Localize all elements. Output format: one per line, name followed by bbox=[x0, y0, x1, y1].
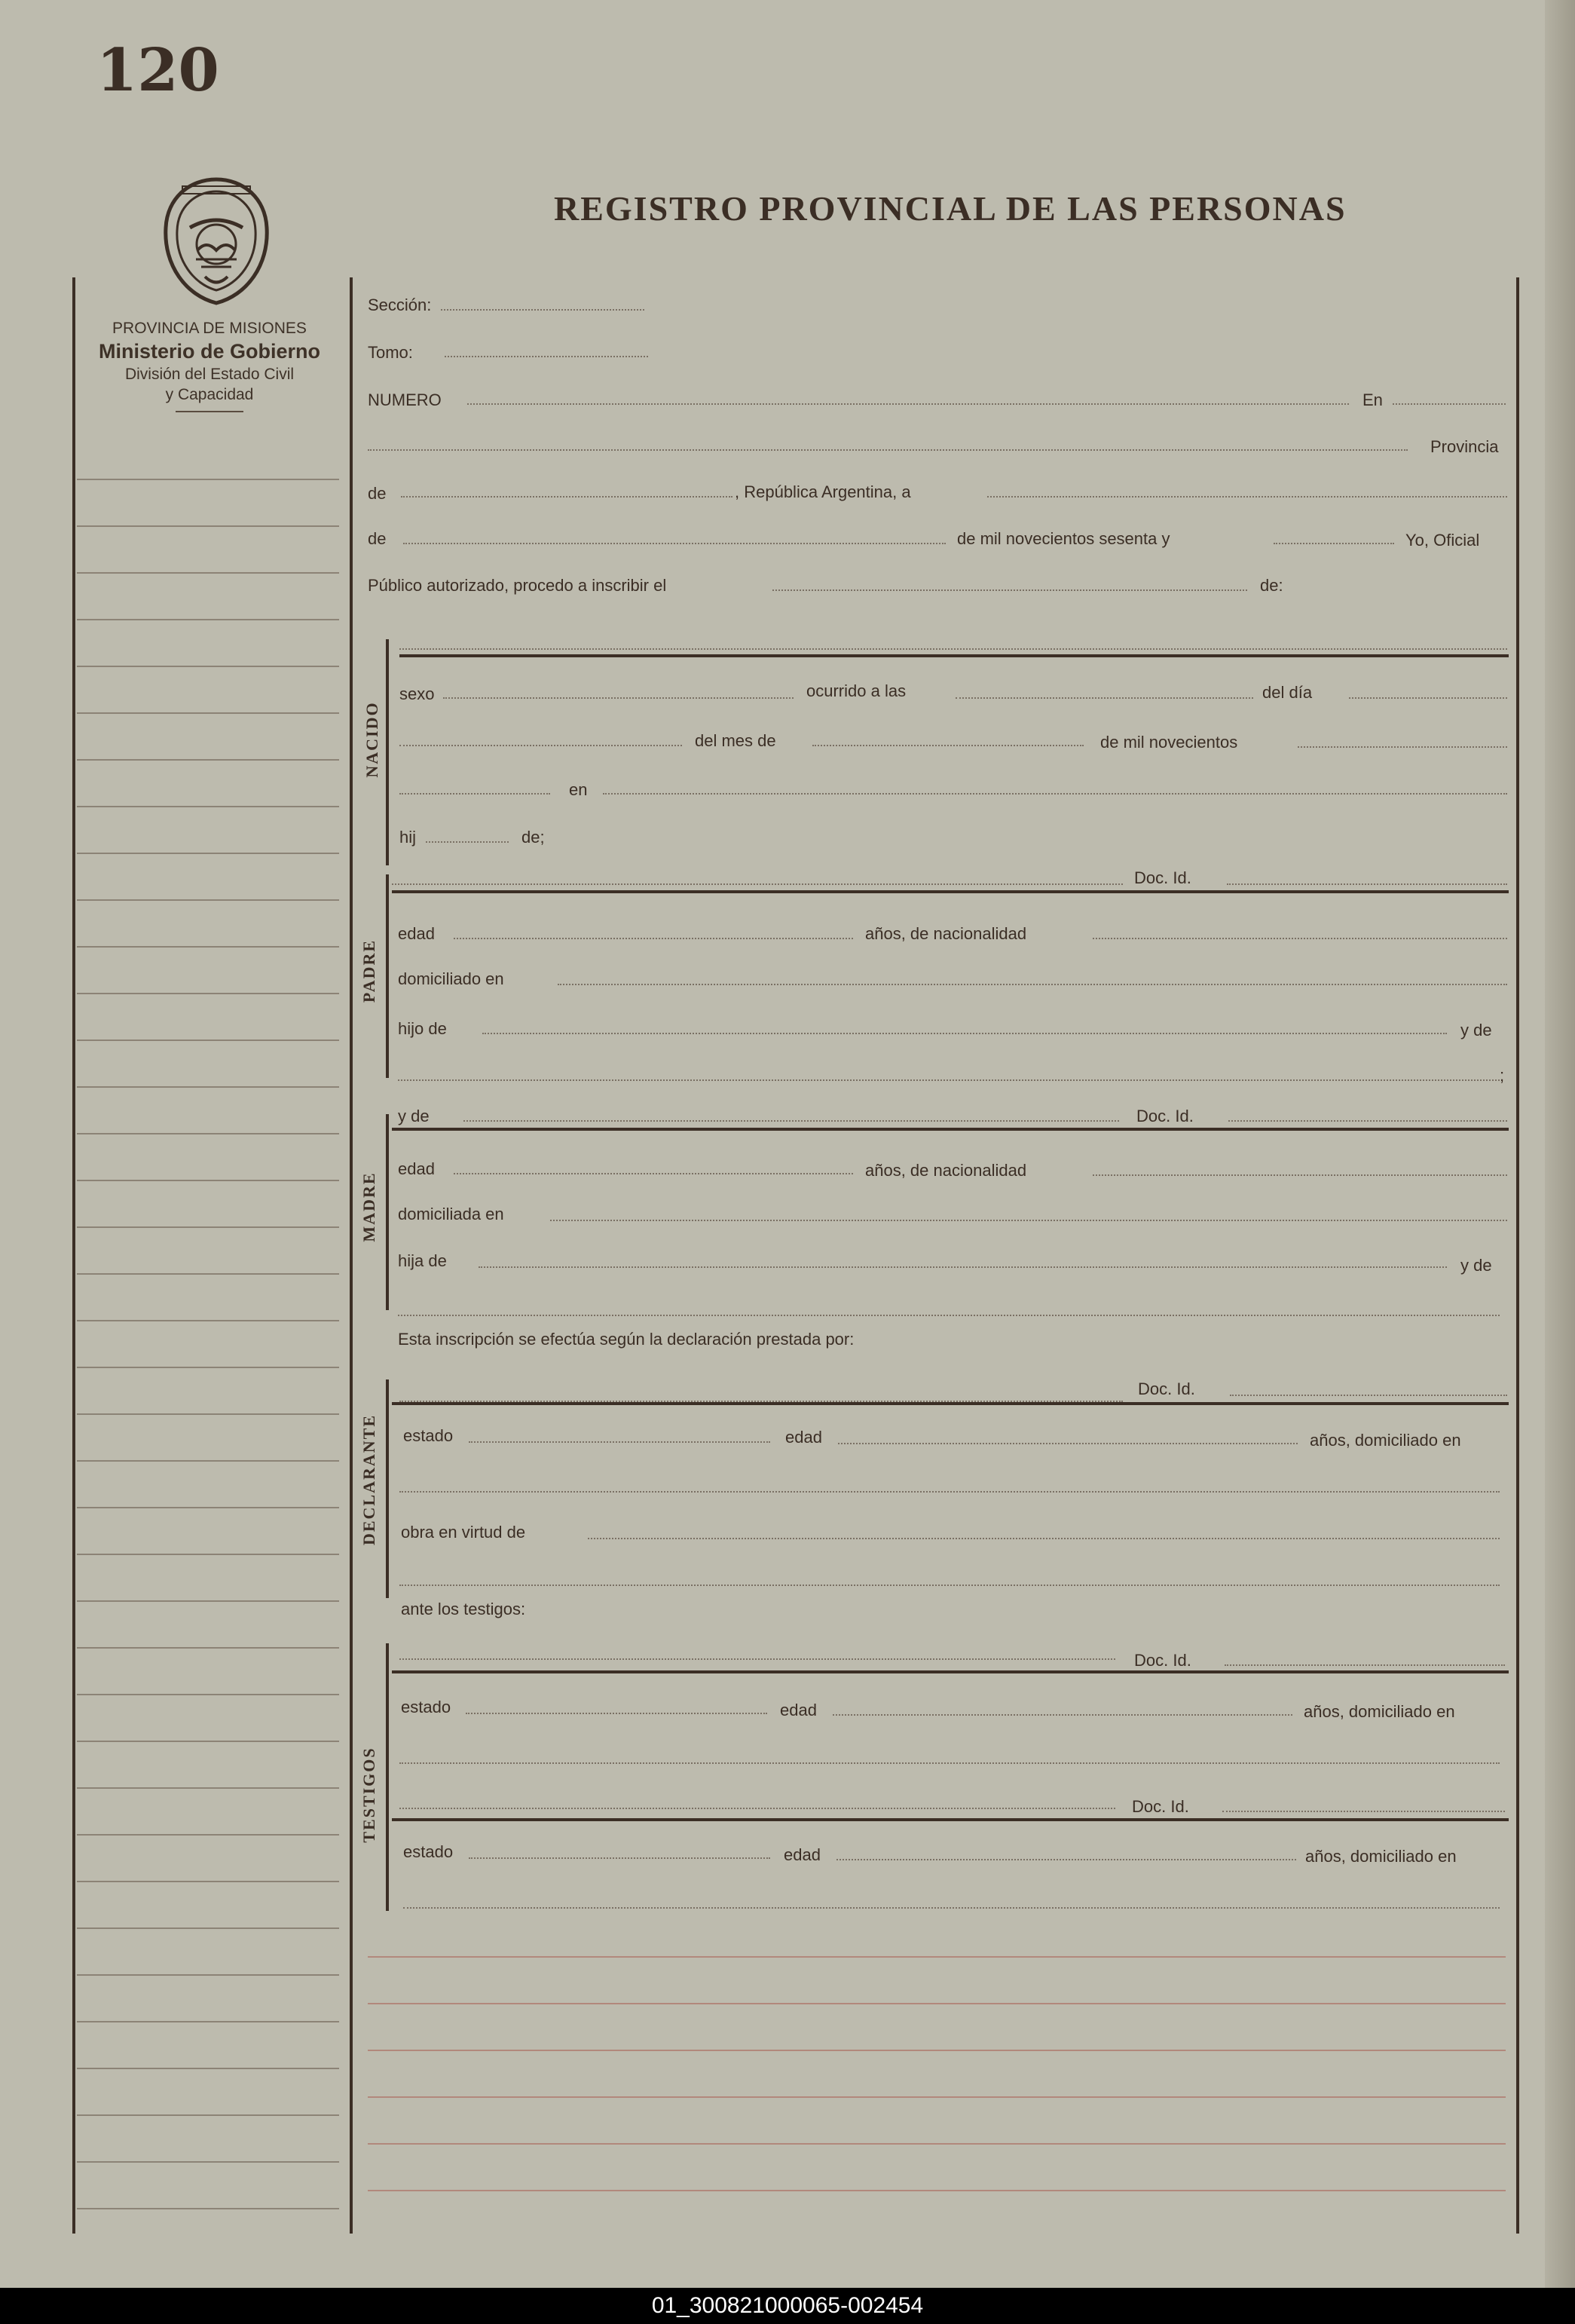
de-colon-label: de: bbox=[1260, 576, 1283, 595]
testigo1-edad-label: edad bbox=[780, 1701, 817, 1719]
fecha-dia-field[interactable] bbox=[987, 496, 1507, 498]
margin-ruled-line[interactable] bbox=[77, 2068, 339, 2069]
padre-doc-label: Doc. Id. bbox=[1134, 868, 1191, 887]
sexo-label: sexo bbox=[399, 684, 435, 703]
dia-cont-field[interactable] bbox=[399, 745, 682, 746]
testigo1-doc-label: Doc. Id. bbox=[1134, 1651, 1191, 1670]
margin-ruled-line[interactable] bbox=[77, 993, 339, 994]
en-field[interactable] bbox=[1393, 403, 1506, 405]
padre-edad-field[interactable] bbox=[454, 938, 853, 939]
padre-nacionalidad-label: años, de nacionalidad bbox=[865, 924, 1027, 943]
section-rule bbox=[399, 654, 1509, 657]
madre-hija-de-field[interactable] bbox=[479, 1266, 1447, 1268]
page-edge bbox=[1545, 0, 1575, 2288]
anio-cont-field[interactable] bbox=[399, 793, 550, 795]
margin-ruled-line[interactable] bbox=[77, 806, 339, 807]
padre-nacionalidad-field[interactable] bbox=[1093, 938, 1507, 939]
declarante-obra-cont-field[interactable] bbox=[399, 1585, 1500, 1586]
margin-ruled-line[interactable] bbox=[77, 1413, 339, 1415]
observation-ruled-line[interactable] bbox=[368, 2096, 1506, 2098]
left-border bbox=[72, 277, 75, 2234]
numero-label: NUMERO bbox=[368, 390, 442, 409]
section-bracket bbox=[386, 1114, 389, 1310]
declarante-obra-field[interactable] bbox=[588, 1538, 1500, 1539]
page-title: REGISTRO PROVINCIAL DE LAS PERSONAS bbox=[554, 189, 1347, 228]
padre-madre-field[interactable] bbox=[398, 1079, 1500, 1081]
madre-edad-field[interactable] bbox=[454, 1173, 853, 1174]
nacido-section-label: NACIDO bbox=[362, 701, 381, 778]
madre-nombre-field[interactable] bbox=[463, 1120, 1119, 1122]
mil-sesenta-label: de mil novecientos sesenta y bbox=[957, 529, 1170, 548]
margin-ruled-line[interactable] bbox=[77, 1180, 339, 1181]
margin-ruled-line[interactable] bbox=[77, 899, 339, 901]
testigo1-nombre-field[interactable] bbox=[399, 1658, 1115, 1660]
del-dia-label: del día bbox=[1262, 683, 1313, 702]
del-mes-label: del mes de bbox=[695, 731, 776, 750]
de-label-1: de bbox=[368, 484, 387, 503]
madre-nacionalidad-label: años, de nacionalidad bbox=[865, 1161, 1027, 1180]
margin-ruled-line[interactable] bbox=[77, 1320, 339, 1321]
madre-hija-de-label: hija de bbox=[398, 1251, 447, 1270]
declarante-estado-label: estado bbox=[403, 1426, 454, 1445]
margin-ruled-line[interactable] bbox=[77, 853, 339, 854]
padre-doc-field[interactable] bbox=[1227, 883, 1507, 885]
testigo2-doc-label: Doc. Id. bbox=[1132, 1797, 1189, 1816]
madre-doc-label: Doc. Id. bbox=[1136, 1107, 1194, 1125]
margin-ruled-line[interactable] bbox=[77, 2161, 339, 2163]
margin-ruled-line[interactable] bbox=[77, 1273, 339, 1275]
page-number: 120 bbox=[96, 36, 219, 105]
margin-ruled-line[interactable] bbox=[77, 1974, 339, 1976]
testigo2-estado-field[interactable] bbox=[469, 1857, 770, 1859]
declarante-obra-label: obra en virtud de bbox=[401, 1523, 526, 1542]
margin-ruled-line[interactable] bbox=[77, 2208, 339, 2209]
margin-ruled-line[interactable] bbox=[77, 479, 339, 480]
republica-label: , República Argentina, a bbox=[735, 482, 911, 501]
margin-ruled-line[interactable] bbox=[77, 759, 339, 761]
margin-ruled-line[interactable] bbox=[77, 1741, 339, 1742]
margin-ruled-line[interactable] bbox=[77, 1086, 339, 1088]
testigos-section-label: TESTIGOS bbox=[359, 1747, 378, 1843]
madre-domicilio-field[interactable] bbox=[550, 1220, 1507, 1221]
testigo2-nombre-field[interactable] bbox=[399, 1808, 1115, 1809]
margin-ruled-line[interactable] bbox=[77, 572, 339, 574]
section-rule bbox=[392, 1128, 1509, 1131]
testigo2-domicilio-field[interactable] bbox=[403, 1907, 1500, 1909]
publico-label: Público autorizado, procedo a inscribir el bbox=[368, 576, 667, 595]
en-label-nacido: en bbox=[569, 780, 588, 799]
hora-field[interactable] bbox=[956, 697, 1253, 699]
en-label: En bbox=[1362, 390, 1383, 409]
mil-novecientos-label: de mil novecientos bbox=[1100, 733, 1238, 752]
madre-nacionalidad-field[interactable] bbox=[1093, 1174, 1507, 1176]
right-border bbox=[1516, 277, 1519, 2234]
divider bbox=[176, 411, 243, 412]
observation-ruled-line[interactable] bbox=[368, 2003, 1506, 2004]
padre-section-label: PADRE bbox=[359, 938, 378, 1003]
margin-ruled-line[interactable] bbox=[77, 946, 339, 948]
observation-ruled-line[interactable] bbox=[368, 2190, 1506, 2191]
padre-domicilio-field[interactable] bbox=[558, 984, 1507, 985]
section-bracket bbox=[386, 1379, 389, 1598]
madre-y-de-label-2: y de bbox=[1460, 1256, 1492, 1275]
tomo-field[interactable] bbox=[445, 356, 648, 357]
madre-edad-label: edad bbox=[398, 1159, 435, 1178]
margin-ruled-line[interactable] bbox=[77, 1600, 339, 1602]
ante-testigos-label: ante los testigos: bbox=[401, 1600, 526, 1618]
testigo2-edad-field[interactable] bbox=[836, 1859, 1296, 1860]
anio-nacimiento-field[interactable] bbox=[1298, 746, 1507, 748]
provincia-label: Provincia bbox=[1430, 437, 1499, 456]
margin-ruled-line[interactable] bbox=[77, 2114, 339, 2116]
dia-field[interactable] bbox=[1349, 697, 1507, 699]
declarante-edad-field[interactable] bbox=[838, 1443, 1298, 1444]
seccion-field[interactable] bbox=[441, 309, 644, 311]
yo-oficial-label: Yo, Oficial bbox=[1405, 531, 1480, 550]
margin-ruled-line[interactable] bbox=[77, 712, 339, 714]
margin-ruled-line[interactable] bbox=[77, 1460, 339, 1462]
hij-field[interactable] bbox=[426, 841, 509, 843]
section-rule bbox=[392, 1670, 1509, 1673]
lugar-nacimiento-field[interactable] bbox=[603, 793, 1507, 795]
margin-ruled-line[interactable] bbox=[77, 525, 339, 527]
margin-ruled-line[interactable] bbox=[77, 619, 339, 620]
declarante-doc-field[interactable] bbox=[1230, 1395, 1507, 1396]
margin-ruled-line[interactable] bbox=[77, 1507, 339, 1508]
margin-ruled-line[interactable] bbox=[77, 1787, 339, 1789]
testigo2-doc-field[interactable] bbox=[1222, 1811, 1505, 1812]
ocurrido-label: ocurrido a las bbox=[806, 681, 907, 700]
de-label-2: de bbox=[368, 529, 387, 548]
margin-ruled-line[interactable] bbox=[77, 1226, 339, 1228]
margin-ruled-line[interactable] bbox=[77, 1834, 339, 1836]
sexo-field[interactable] bbox=[443, 697, 794, 699]
division-line2: y Capacidad bbox=[165, 386, 254, 403]
section-rule bbox=[392, 890, 1509, 893]
testigo1-estado-label: estado bbox=[401, 1698, 451, 1716]
section-rule bbox=[392, 1818, 1509, 1821]
observation-ruled-line[interactable] bbox=[368, 2143, 1506, 2145]
province-name: PROVINCIA DE MISIONES bbox=[112, 320, 307, 337]
margin-ruled-line[interactable] bbox=[77, 1040, 339, 1041]
margin-ruled-line[interactable] bbox=[77, 1694, 339, 1695]
declarante-domicilio-field[interactable] bbox=[399, 1491, 1500, 1493]
madre-madre-field[interactable] bbox=[398, 1315, 1500, 1316]
testigo1-doc-field[interactable] bbox=[1225, 1664, 1505, 1666]
province-seal-icon bbox=[160, 175, 273, 307]
padre-semicolon: ; bbox=[1500, 1066, 1505, 1085]
de-semicolon-label: de; bbox=[521, 828, 545, 847]
testigo2-domicilio-label: años, domiciliado en bbox=[1305, 1847, 1457, 1866]
inscripcion-text: Esta inscripción se efectúa según la declaración prestada por: bbox=[398, 1330, 855, 1349]
scan-identifier: 01_300821000065-002454 bbox=[0, 2288, 1575, 2324]
testigo1-edad-field[interactable] bbox=[833, 1714, 1292, 1716]
madre-doc-field[interactable] bbox=[1228, 1120, 1507, 1122]
margin-ruled-line[interactable] bbox=[77, 1554, 339, 1555]
section-bracket bbox=[386, 1643, 389, 1911]
testigo1-estado-field[interactable] bbox=[466, 1713, 767, 1714]
margin-ruled-line[interactable] bbox=[77, 1881, 339, 1882]
observation-ruled-line[interactable] bbox=[368, 2050, 1506, 2051]
declarante-section-label: DECLARANTE bbox=[359, 1413, 378, 1546]
testigo1-domicilio-field[interactable] bbox=[399, 1762, 1500, 1764]
padre-hijo-de-field[interactable] bbox=[482, 1033, 1447, 1034]
declarante-domicilio-label: años, domiciliado en bbox=[1310, 1431, 1461, 1450]
ministry-name: Ministerio de Gobierno bbox=[98, 340, 321, 363]
padre-hijo-de-label: hijo de bbox=[398, 1019, 447, 1038]
testigo2-edad-label: edad bbox=[784, 1845, 821, 1864]
margin-ruled-line[interactable] bbox=[77, 1647, 339, 1649]
margin-ruled-line[interactable] bbox=[77, 1367, 339, 1368]
section-rule bbox=[392, 1402, 1509, 1405]
observation-ruled-line[interactable] bbox=[368, 1956, 1506, 1958]
lugar-field[interactable] bbox=[368, 449, 1408, 451]
declarante-doc-label: Doc. Id. bbox=[1138, 1379, 1195, 1398]
declarante-estado-field[interactable] bbox=[469, 1441, 770, 1443]
provincia-field[interactable] bbox=[401, 496, 732, 498]
padre-y-de-label: y de bbox=[1460, 1021, 1492, 1040]
inscribir-field[interactable] bbox=[772, 589, 1247, 591]
anio-field[interactable] bbox=[1274, 543, 1394, 544]
nacido-nombre-field[interactable] bbox=[399, 648, 1507, 650]
padre-edad-label: edad bbox=[398, 924, 435, 943]
section-bracket bbox=[386, 874, 389, 1078]
testigo1-domicilio-label: años, domiciliado en bbox=[1304, 1702, 1455, 1721]
padre-nombre-field[interactable] bbox=[392, 883, 1123, 885]
padre-domicilio-label: domiciliado en bbox=[398, 969, 504, 988]
mes-field[interactable] bbox=[812, 745, 1084, 746]
margin-ruled-line[interactable] bbox=[77, 2021, 339, 2022]
seccion-label: Sección: bbox=[368, 295, 432, 314]
hij-label: hij bbox=[399, 828, 417, 847]
division-line1: División del Estado Civil bbox=[124, 366, 295, 383]
madre-y-de-label: y de bbox=[398, 1107, 430, 1125]
issuing-authority bbox=[69, 318, 350, 412]
section-bracket bbox=[386, 639, 389, 865]
margin-ruled-line[interactable] bbox=[77, 666, 339, 667]
margin-ruled-line[interactable] bbox=[77, 1927, 339, 1929]
madre-domicilio-label: domiciliada en bbox=[398, 1205, 504, 1223]
madre-section-label: MADRE bbox=[359, 1171, 378, 1242]
margin-ruled-line[interactable] bbox=[77, 1133, 339, 1134]
declarante-edad-label: edad bbox=[785, 1428, 822, 1447]
tomo-label: Tomo: bbox=[368, 343, 413, 362]
margin-border bbox=[350, 277, 353, 2234]
numero-field[interactable] bbox=[467, 403, 1349, 405]
fecha-mes-field[interactable] bbox=[403, 543, 946, 544]
testigo2-estado-label: estado bbox=[403, 1842, 454, 1861]
